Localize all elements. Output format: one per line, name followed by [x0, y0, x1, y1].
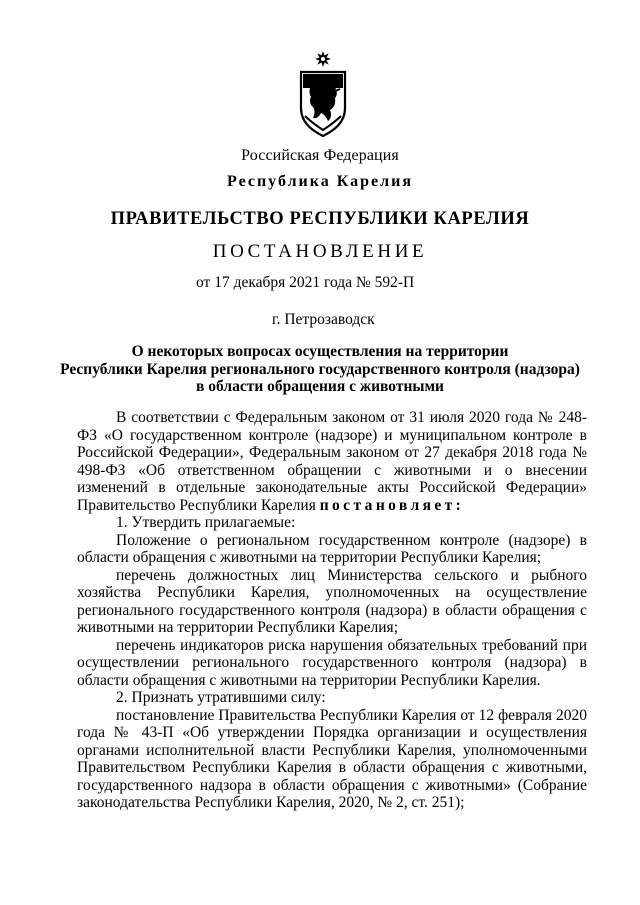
preamble-paragraph: [77, 409, 587, 514]
item-1-c: перечень индикаторов риска нарушения обязательных требований при осуществлении регионального государственного контроля (надзора) в области обращения с животными на территории Республики Карелия.: [77, 636, 587, 689]
preamble-text: В соответствии с Федеральным законом от 31 июля 2020 года № 248-ФЗ «О государственном контроле (надзоре) и муниципальном контроле в Российской Федерации», Федеральным законом от 27 декабря 2018 года № 498-ФЗ «Об ответственном обращении с животными и о внесении изменений в отдельные законодательные акты Российской Федерации» Правительство Республики Карелия: [77, 409, 587, 514]
republic-of-karelia-coat-of-arms-icon: [297, 50, 349, 138]
decrees-word: постановляет:: [319, 496, 465, 514]
item-2: 2. Признать утратившими силу:: [116, 689, 326, 706]
decree-date-number: от 17 декабря 2021 года № 592-П: [196, 274, 415, 291]
item-1: 1. Утвердить прилагаемые:: [116, 514, 296, 531]
country-name: Российская Федерация: [241, 147, 399, 164]
city: г. Петрозаводск: [272, 311, 375, 328]
item-1-a: Положение о региональном государственном контроле (надзоре) в области обращения с животными на территории Республики Карелия;: [77, 531, 587, 566]
decree-body: [77, 409, 587, 812]
item-1-b: перечень должностных лиц Министерства сельского и рыбного хозяйства Республики Карелия, уполномоченных на осуществление регионального государственного контроля (надзора) в области обращения с животными на территории Республики Карелия;: [77, 566, 587, 636]
document-type: ПОСТАНОВЛЕНИЕ: [212, 241, 428, 262]
government-name: ПРАВИТЕЛЬСТВО РЕСПУБЛИКИ КАРЕЛИЯ: [110, 209, 530, 229]
subject-line-1: О некоторых вопросах осуществления на территории: [131, 343, 509, 360]
subject-line-3: в области обращения с животными: [196, 378, 444, 395]
item-2-a: постановление Правительства Республики Карелия от 12 февраля 2020 года № 43-П «Об утверждении Порядка организации и осуществления органами исполнительной власти Республики Карелия, уполномоченными Правительством Республики Карелия в области обращения с животными, государственного надзора в области обращения с животными» (Собрание законодательства Республики Карелия, 2020, № 2, ст. 251);: [77, 706, 587, 811]
republic-name: Республика Карелия: [227, 173, 413, 190]
subject-line-2: Республики Карелия регионального государственного контроля (надзора): [60, 360, 580, 378]
decree-subject: [60, 343, 580, 396]
